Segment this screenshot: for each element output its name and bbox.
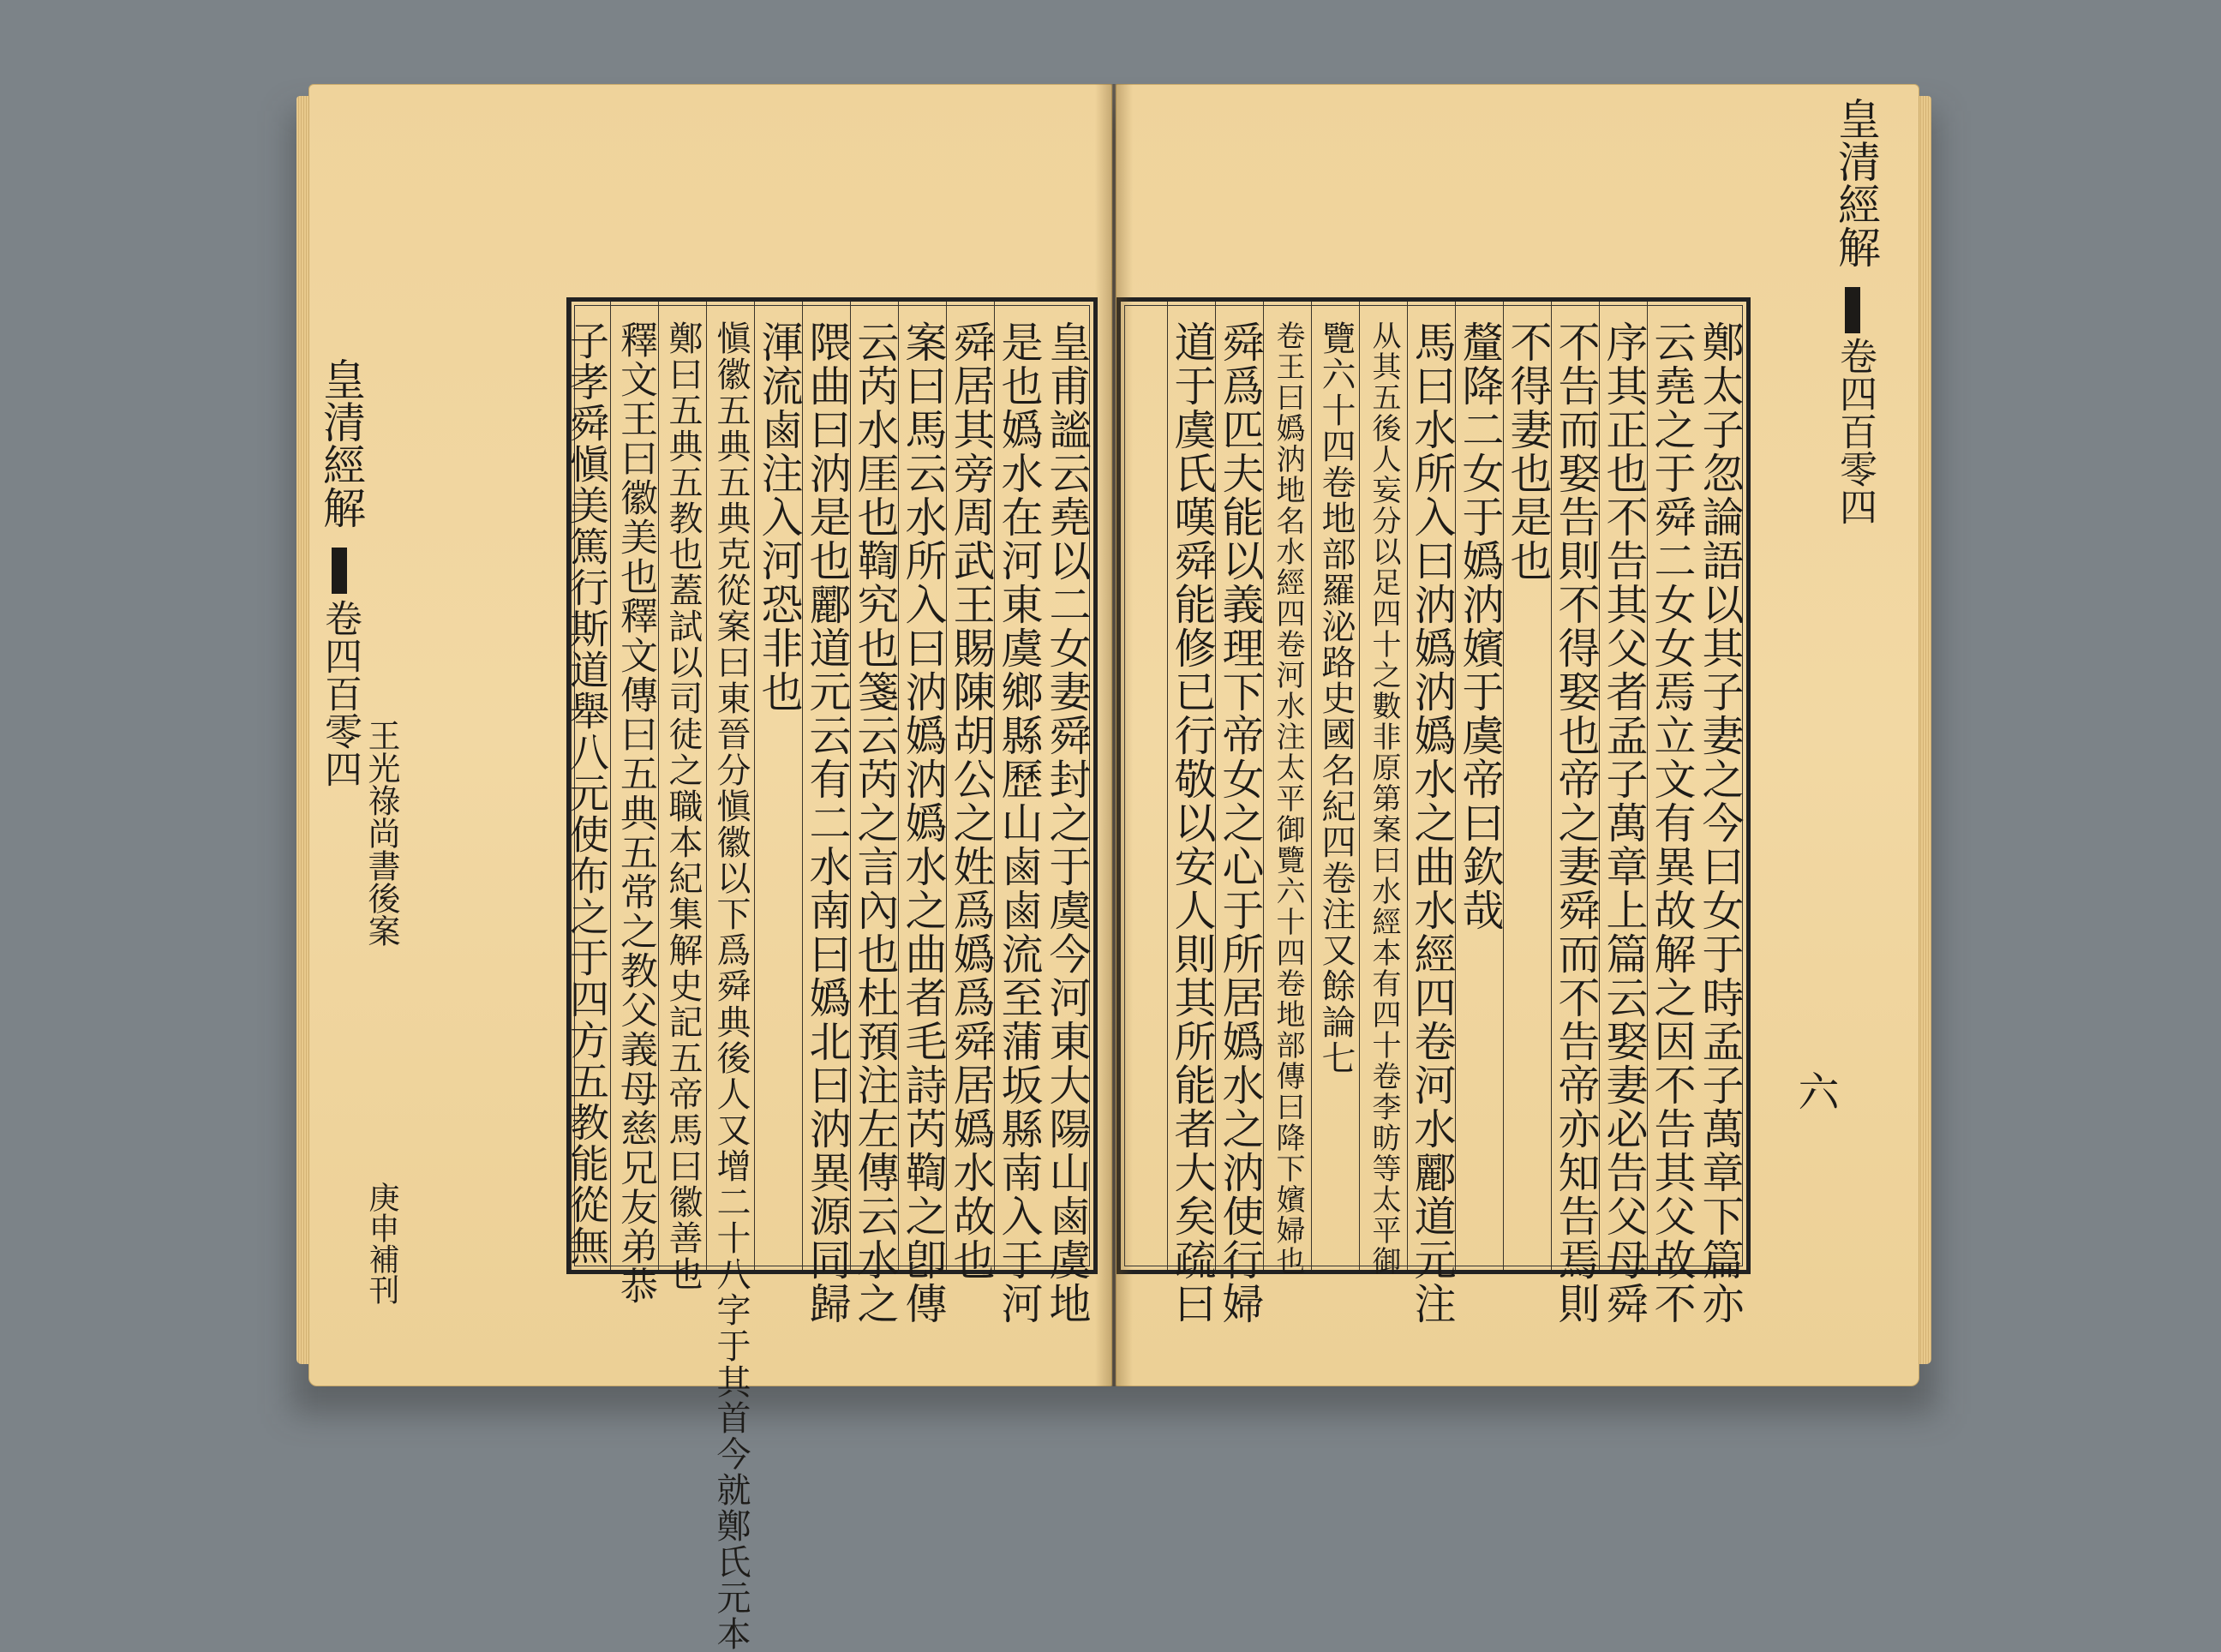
text-column: 不得妻也是也 — [1503, 302, 1553, 1270]
text-column: 舜爲匹夫能以義理下帝女之心于所居嬀水之汭使行婦 — [1215, 302, 1265, 1270]
left-margin-volume: 卷四百零四 — [318, 599, 362, 787]
right-margin-volume: 卷四百零四 — [1833, 337, 1877, 525]
book-gutter — [1095, 84, 1133, 1386]
left-page — [308, 84, 1112, 1652]
left-text-frame — [564, 297, 1098, 1652]
text-column: 釐降二女于嬀汭嬪于虞帝曰欽哉 — [1455, 302, 1505, 1270]
left-margin-title: 皇清經解 — [316, 357, 366, 529]
text-column: 釋文王曰徽美也釋文傳曰五典五常之教父義母慈兄友弟恭 — [610, 302, 660, 1270]
text-column: 道于虞氏嘆舜能修已行敬以安人則其所能者大矣疏曰 — [1167, 302, 1217, 1270]
fish-tail-mark — [332, 548, 347, 594]
text-column: 云堯之于舜二女女焉立文有異故解之因不告其父故不 — [1647, 302, 1697, 1270]
text-column: 案曰馬云水所入曰汭嬀汭嬀水之曲者毛詩芮鞫之卽傳 — [898, 302, 948, 1270]
text-column: 馬曰水所入曰汭嬀汭嬀水之曲水經四卷河水酈道元注 — [1407, 302, 1457, 1270]
right-margin-title: 皇清經解 — [1831, 97, 1881, 268]
left-margin-author: 王光祿尚書後案 — [362, 719, 400, 947]
text-column: 皇甫謐云堯以二女妻舜封之于虞今河東大陽山鹵虞地 — [1043, 320, 1092, 1326]
text-column: 鄭曰五典五教也蓋試以司徒之職本紀集解史記五帝馬曰徽善也 — [658, 302, 708, 1270]
text-column: 愼徽五典五典克從案曰東晉分愼徽以下爲舜典後人又增二十八字于其首今就鄭氏元本 — [706, 302, 756, 1270]
text-column: 序其正也不告其父者孟子萬章上篇云娶妻必告父母舜 — [1599, 302, 1649, 1270]
text-column: 舜居其旁周武王賜陳胡公之姓爲嬀爲舜居嬀水故也 — [946, 302, 996, 1270]
text-column: 子孝舜愼美篤行斯道舉八元使布之于四方五教能從無 — [571, 302, 612, 1270]
text-column: 卷王曰嬀汭地名水經四卷河水注太平御覽六十四卷地部傳曰降下嬪婦也 — [1263, 302, 1313, 1270]
open-book — [308, 84, 1919, 1652]
text-column: 渾流鹵注入河恐非也 — [754, 302, 804, 1270]
text-column: 覽六十四卷地部羅泌路史國名紀四卷注又餘論七 — [1311, 302, 1361, 1270]
text-column: 不告而娶告則不得娶也帝之妻舜而不告帝亦知告焉則 — [1551, 302, 1601, 1270]
text-column: 是也嬀水在河東虞鄉縣歷山鹵鹵流至蒲坂縣南入于河 — [994, 302, 1044, 1270]
text-column: 从其五後人妄分以足四十之數非原第案曰水經本有四十卷李昉等太平御 — [1359, 302, 1409, 1270]
fish-tail-mark — [1845, 287, 1860, 333]
right-text-frame — [1116, 297, 1751, 1326]
text-column: 云芮水厓也鞫究也箋云芮之言內也杜預注左傳云水之 — [850, 302, 900, 1270]
text-column: 隈曲曰汭是也酈道元云有二水南曰嬀北曰汭異源同歸 — [802, 302, 852, 1270]
left-margin-footer: 庚申補刊 — [364, 1182, 399, 1305]
text-column: 鄭太子忽論語以其子妻之今曰女于時孟子萬章下篇亦 — [1696, 320, 1745, 1326]
right-page — [1116, 84, 1919, 1386]
right-margin-folio: 六 — [1791, 1070, 1839, 1111]
